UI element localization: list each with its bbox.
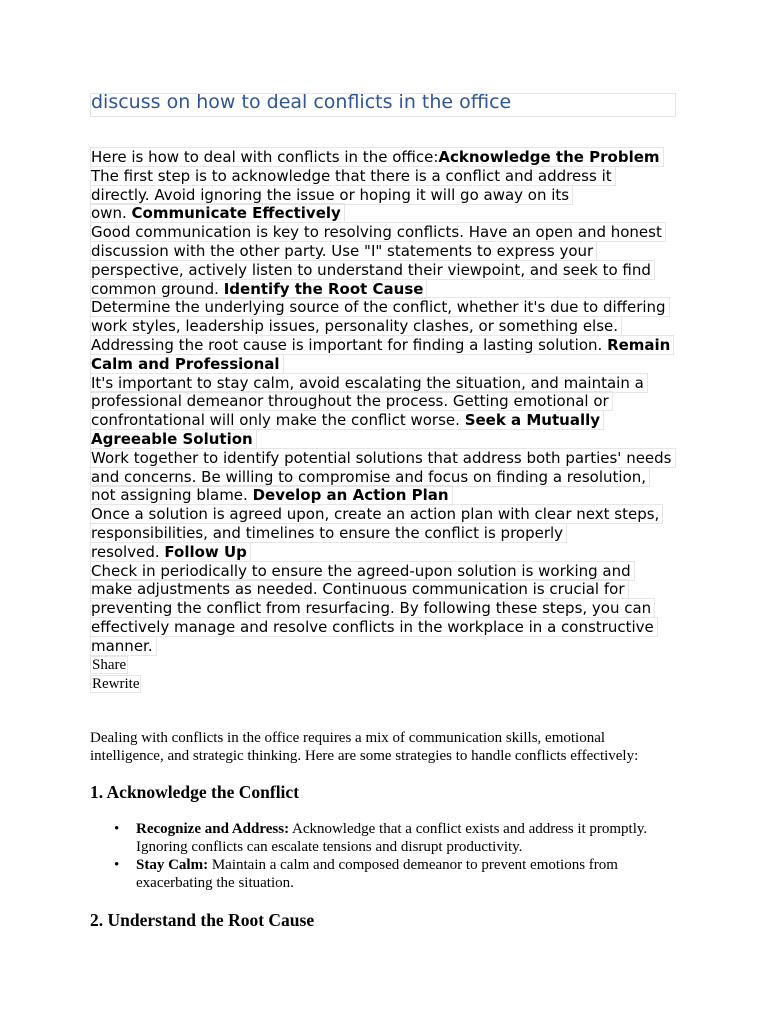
line-frame bbox=[90, 297, 670, 317]
line-text: Work together to identify potential solutions that address both parties' needs bbox=[91, 448, 672, 467]
response-line bbox=[90, 599, 680, 618]
line-text: effectively manage and resolve conflicts in the workplace in a constructive bbox=[91, 617, 654, 636]
response-line bbox=[90, 618, 680, 637]
line-frame bbox=[90, 504, 663, 524]
intro-paragraph: Dealing with conflicts in the office requires a mix of communication skills, emotional intelligence, and strategic thinking. Here are some strategies to handle conflicts effectively: bbox=[90, 730, 639, 764]
line-frame bbox=[90, 260, 655, 280]
response-line bbox=[90, 280, 680, 299]
line-text: directly. Avoid ignoring the issue or hoping it will go away on its bbox=[91, 185, 570, 204]
line-text: preventing the conflict from resurfacing. By following these steps, you can bbox=[91, 599, 652, 618]
line-text: Once a solution is agreed upon, create an action plan with clear next steps, bbox=[91, 505, 660, 524]
line-text: Here is how to deal with conflicts in the office: bbox=[91, 148, 439, 166]
line-frame bbox=[90, 542, 251, 562]
bullet-text: Acknowledge that a conflict exists and address it promptly. Ignoring conflicts can escalate tensions and disrupt productivity. bbox=[136, 821, 648, 855]
line-frame bbox=[90, 373, 648, 393]
line-frame bbox=[90, 166, 616, 186]
response-line bbox=[90, 430, 680, 449]
line-frame bbox=[90, 561, 635, 581]
section-title: Seek a Mutually bbox=[464, 411, 601, 430]
response-line bbox=[90, 505, 680, 524]
line-text: own. bbox=[91, 204, 132, 223]
bullet-text: Maintain a calm and composed demeanor to prevent emotions from exacerbating the situation. bbox=[136, 857, 618, 891]
line-frame bbox=[90, 598, 655, 618]
line-frame bbox=[90, 279, 427, 299]
bullet-label: Recognize and Address: bbox=[136, 821, 290, 837]
line-frame bbox=[90, 523, 567, 543]
line-frame bbox=[90, 579, 629, 599]
line-text: Determine the underlying source of the conflict, whether it's due to differing bbox=[91, 298, 666, 317]
line-text: The first step is to acknowledge that there is a conflict and address it bbox=[91, 166, 612, 185]
line-frame bbox=[90, 617, 658, 637]
section-title: Communicate Effectively bbox=[131, 204, 341, 223]
line-frame bbox=[90, 448, 676, 468]
line-text: and concerns. Be willing to compromise and focus on finding a resolution, bbox=[91, 467, 647, 486]
bullet-icon: • bbox=[114, 821, 120, 837]
page-title: discuss on how to deal conflicts in the office bbox=[91, 91, 512, 113]
response-line bbox=[90, 637, 680, 656]
response-line bbox=[90, 374, 680, 393]
response-line bbox=[90, 355, 680, 374]
line-text: responsibilities, and timelines to ensure the conflict is properly bbox=[91, 523, 564, 542]
response-line bbox=[90, 486, 680, 505]
line-frame bbox=[90, 354, 284, 374]
section-title: Remain bbox=[607, 335, 671, 354]
response-line bbox=[90, 449, 680, 468]
line-text: perspective, actively listen to understand their viewpoint, and seek to find bbox=[91, 260, 651, 279]
section-title: Develop an Action Plan bbox=[252, 486, 449, 505]
line-frame bbox=[90, 485, 453, 505]
line-text: Addressing the root cause is important for finding a lasting solution. bbox=[91, 335, 608, 354]
line-text: discussion with the other party. Use "I" statements to express your bbox=[91, 241, 594, 260]
line-text: not assigning blame. bbox=[91, 486, 253, 505]
line-text: Check in periodically to ensure the agreed-upon solution is working and bbox=[91, 561, 631, 580]
line-frame bbox=[90, 147, 664, 167]
action-links bbox=[90, 656, 141, 694]
section-title: Agreeable Solution bbox=[91, 429, 253, 448]
line-frame bbox=[90, 335, 674, 355]
line-frame bbox=[90, 316, 622, 336]
line-text: work styles, leadership issues, personality clashes, or something else. bbox=[91, 317, 619, 336]
response-line bbox=[90, 261, 680, 280]
response-text bbox=[90, 148, 680, 656]
section-title: Identify the Root Cause bbox=[223, 279, 424, 298]
response-line bbox=[90, 186, 680, 205]
line-text: common ground. bbox=[91, 279, 224, 298]
line-frame bbox=[90, 410, 604, 430]
response-line bbox=[90, 468, 680, 487]
bullet-list bbox=[90, 820, 670, 892]
list-item bbox=[90, 856, 670, 892]
line-text: professional demeanor throughout the process. Getting emotional or bbox=[91, 392, 609, 411]
response-line bbox=[90, 562, 680, 581]
section-title: Calm and Professional bbox=[91, 354, 280, 373]
bullet-label: Stay Calm: bbox=[136, 857, 209, 873]
line-text: resolved. bbox=[91, 542, 165, 561]
line-frame bbox=[90, 222, 666, 242]
response-line bbox=[90, 167, 680, 186]
line-frame bbox=[90, 241, 597, 261]
section-title: Acknowledge the Problem bbox=[438, 148, 660, 166]
line-text: It's important to stay calm, avoid escalating the situation, and maintain a bbox=[91, 373, 644, 392]
response-line bbox=[90, 204, 680, 223]
section-heading: 1. Acknowledge the Conflict bbox=[90, 782, 300, 802]
line-frame bbox=[90, 467, 650, 487]
line-frame bbox=[90, 185, 573, 205]
response-line bbox=[90, 336, 680, 355]
response-line bbox=[90, 242, 680, 261]
line-frame bbox=[90, 636, 157, 656]
bullet-icon: • bbox=[114, 857, 120, 873]
line-text: confrontational will only make the conflict worse. bbox=[91, 411, 465, 430]
response-line bbox=[90, 148, 680, 167]
rewrite-button[interactable]: Rewrite bbox=[92, 676, 140, 692]
line-text: Good communication is key to resolving conflicts. Have an open and honest bbox=[91, 223, 662, 242]
response-line bbox=[90, 543, 680, 562]
response-line bbox=[90, 392, 680, 411]
response-line bbox=[90, 223, 680, 242]
line-frame bbox=[90, 391, 613, 411]
response-line bbox=[90, 411, 680, 430]
list-item bbox=[90, 820, 670, 856]
line-text: make adjustments as needed. Continuous communication is crucial for bbox=[91, 580, 625, 599]
response-line bbox=[90, 317, 680, 336]
share-button[interactable]: Share bbox=[92, 657, 127, 673]
section-heading: 2. Understand the Root Cause bbox=[90, 910, 315, 930]
response-line bbox=[90, 524, 680, 543]
line-text: manner. bbox=[91, 636, 153, 655]
response-line bbox=[90, 298, 680, 317]
section-title: Follow Up bbox=[164, 542, 247, 561]
line-frame bbox=[90, 429, 257, 449]
response-line bbox=[90, 580, 680, 599]
line-frame bbox=[90, 203, 345, 223]
